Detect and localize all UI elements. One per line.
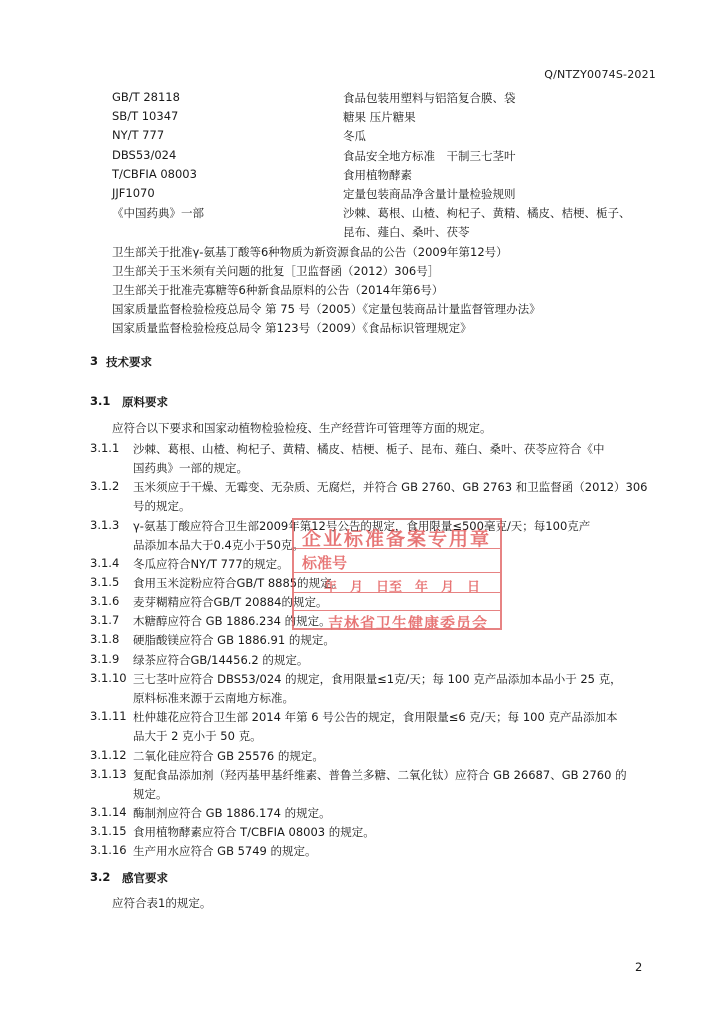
section-number: 3 [90, 354, 99, 368]
announcement: 卫生部关于玉米须有关问题的批复［卫监督函（2012）306号］ [112, 264, 440, 278]
announcement: 卫生部关于批准γ-氨基丁酸等6种物质为新资源食品的公告（2009年第12号） [112, 245, 508, 259]
item-text: 生产用水应符合 GB 5749 的规定。 [133, 844, 317, 858]
stamp-validity: 年 月 日至 年 月 日 [324, 580, 481, 595]
item-text-cont: 号的规定。 [133, 499, 191, 513]
filing-stamp [292, 518, 502, 630]
item-text: 玉米须应于干燥、无霉变、无杂质、无腐烂，并符合 GB 2760、GB 2763 和卫监督函（2012）306 [133, 480, 648, 494]
item-text: 麦芽糊精应符合GB/T 20884的规定。 [133, 595, 328, 609]
item-text: 食用植物酵素应符合 T/CBFIA 08003 的规定。 [133, 825, 375, 839]
item-text: 二氧化硅应符合 GB 25576 的规定。 [133, 749, 324, 763]
item-number: 3.1.6 [90, 594, 120, 608]
item-text: 冬瓜应符合NY/T 777的规定。 [133, 557, 289, 571]
item-number: 3.1.2 [90, 479, 120, 493]
item-number: 3.1.15 [90, 824, 127, 838]
item-text-cont: 规定。 [133, 787, 168, 801]
item-number: 3.1.3 [90, 518, 120, 532]
item-text-cont: 品大于 2 克小于 50 克。 [133, 729, 262, 743]
ref-title: 定量包装商品净含量计量检验规则 [343, 187, 516, 201]
item-number: 3.1.11 [90, 709, 127, 723]
item-number: 3.1.5 [90, 575, 120, 589]
item-number: 3.1.10 [90, 671, 127, 685]
page-number: 2 [635, 960, 643, 974]
ref-code: DBS53/024 [112, 148, 177, 162]
item-text: 复配食品添加剂（羟丙基甲基纤维素、普鲁兰多糖、二氧化钛）应符合 GB 26687、GB 2760 的 [133, 768, 627, 782]
item-number: 3.1.1 [90, 441, 120, 455]
item-number: 3.1.16 [90, 843, 127, 857]
item-text: 绿茶应符合GB/14456.2 的规定。 [133, 653, 309, 667]
ref-code: NY/T 777 [112, 128, 165, 142]
item-number: 3.1.12 [90, 748, 127, 762]
item-text: 食用玉米淀粉应符合GB/T 8885的规定。 [133, 576, 344, 590]
subsection-title: 原料要求 [122, 395, 168, 409]
item-text: 硬脂酸镁应符合 GB 1886.91 的规定。 [133, 633, 335, 647]
item-number: 3.1.8 [90, 632, 120, 646]
document-code: Q/NTZY0074S-2021 [544, 68, 656, 81]
ref-code: SB/T 10347 [112, 109, 179, 123]
announcement: 国家质量监督检验检疫总局令 第123号（2009）《食品标识管理规定》 [112, 321, 472, 335]
ref-code: JJF1070 [112, 186, 155, 200]
ref-code: GB/T 28118 [112, 90, 180, 104]
ref-title-continued: 昆布、薤白、桑叶、茯苓 [343, 225, 470, 239]
ref-title: 沙棘、葛根、山楂、枸杞子、黄精、橘皮、桔梗、栀子、 [343, 206, 631, 220]
item-number: 3.1.9 [90, 652, 120, 666]
intro-paragraph: 应符合以下要求和国家动植物检验检疫、生产经营许可管理等方面的规定。 [112, 421, 492, 435]
item-number: 3.1.14 [90, 805, 127, 819]
ref-code: 《中国药典》一部 [112, 206, 204, 220]
item-number: 3.1.4 [90, 556, 120, 570]
item-text: 杜仲雄花应符合卫生部 2014 年第 6 号公告的规定，食用限量≤6 克/天；每 100 克产品添加本 [133, 710, 618, 724]
announcement: 卫生部关于批准壳寡糖等6种新食品原料的公告（2014年第6号） [112, 283, 444, 297]
stamp-standard-label: 标准号 [302, 554, 348, 572]
item-text: 木糖醇应符合 GB 1886.234 的规定。 [133, 614, 331, 628]
item-text-cont: 原料标准来源于云南地方标准。 [133, 691, 294, 705]
ref-title: 食用植物酵素 [343, 168, 412, 182]
stamp-authority: 吉林省卫生健康委员会 [328, 614, 489, 632]
sensory-paragraph: 应符合表1的规定。 [112, 896, 212, 910]
stamp-title: 企业标准备案专用章 [302, 528, 492, 550]
section-title: 技术要求 [106, 355, 152, 369]
announcement: 国家质量监督检验检疫总局令 第 75 号（2005）《定量包装商品计量监督管理办法》 [112, 302, 541, 316]
ref-title: 食品包装用塑料与铝箔复合膜、袋 [343, 91, 516, 105]
subsection-number: 3.1 [90, 394, 111, 408]
item-number: 3.1.13 [90, 767, 127, 781]
subsection-number: 3.2 [90, 870, 111, 884]
item-number: 3.1.7 [90, 613, 120, 627]
ref-title: 糖果 压片糖果 [343, 110, 416, 124]
item-text: 三七茎叶应符合 DBS53/024 的规定，食用限量≤1克/天；每 100 克产品添加本品小于 25 克， [133, 672, 622, 686]
item-text-cont: 品添加本品大于0.4克小于50克。 [133, 538, 304, 552]
ref-code: T/CBFIA 08003 [112, 167, 197, 181]
item-text-cont: 国药典》一部的规定。 [133, 461, 248, 475]
item-text: 酶制剂应符合 GB 1886.174 的规定。 [133, 806, 331, 820]
subsection-title: 感官要求 [122, 871, 168, 885]
item-text: γ-氨基丁酸应符合卫生部2009年第12号公告的规定，食用限量≤500毫克/天；每100克产 [133, 519, 591, 533]
ref-title: 食品安全地方标准 干制三七茎叶 [343, 149, 516, 163]
item-text: 沙棘、葛根、山楂、枸杞子、黄精、橘皮、桔梗、栀子、昆布、薤白、桑叶、茯苓应符合《中 [133, 442, 605, 456]
ref-title: 冬瓜 [343, 129, 366, 143]
